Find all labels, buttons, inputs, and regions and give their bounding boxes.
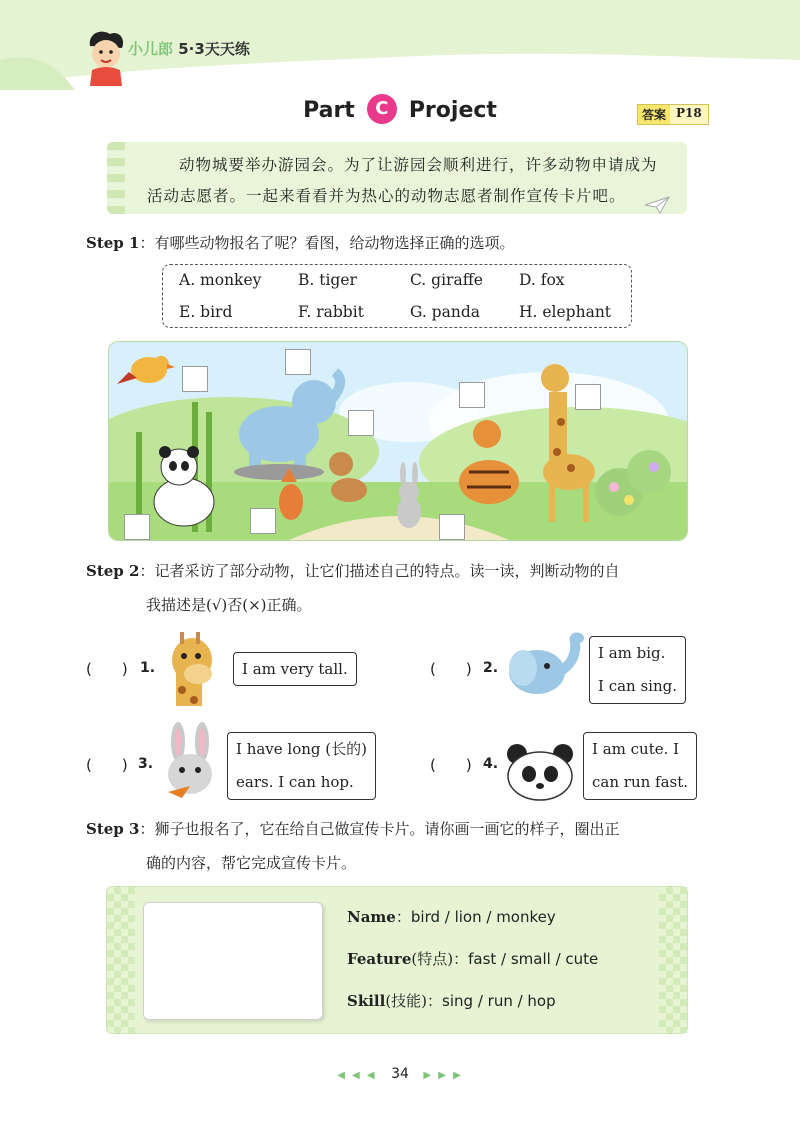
boy-mascot-icon [80,30,130,86]
option-d: D. fox [519,271,565,289]
title-part: Part [303,98,355,123]
brand-name [128,38,250,59]
right-arrows-icon: ▶ ▶ ▶ [423,1070,463,1081]
brand-logo-text: 小儿郎 [128,40,174,58]
answer-label: 答案 [638,105,670,124]
item-number-1: 1. [140,660,156,676]
answer-blank-3[interactable]: ( ) [86,756,128,774]
intro-box [107,142,687,214]
answer-reference-badge [637,104,709,125]
rabbit-head-icon [160,722,220,802]
bubble-3-line-2: ears. I can hop. [236,773,354,791]
option-e: E. bird [179,303,233,321]
drawing-area[interactable] [143,902,323,1020]
answer-page: P18 [670,105,708,124]
feature-label: Feature [347,950,412,968]
left-arrows-icon: ◀ ◀ ◀ [337,1070,377,1081]
intro-line-2: 活动志愿者。一起来看看并为热心的动物志愿者制作宣传卡片吧。 [147,187,626,205]
step2-instruction-line1 [86,560,619,581]
card-feature-row [347,948,598,969]
option-f: F. rabbit [298,303,364,321]
item-number-4: 4. [483,756,499,772]
bubble-4-line-1: I am cute. I [592,740,680,758]
bubble-2-line-2: I can sing. [598,677,677,695]
skill-choices[interactable]: sing / run / hop [442,992,556,1010]
giraffe-head-icon [162,630,220,706]
step3-instruction-line1 [86,818,619,839]
item-number-3: 3. [138,756,154,772]
answer-blank-2[interactable]: ( ) [430,660,472,678]
option-b: B. tiger [298,271,357,289]
name-choices[interactable]: bird / lion / monkey [410,908,556,926]
skill-label: Skill [347,992,386,1010]
scene-answer-box-rabbit[interactable] [439,514,465,540]
card-right-checker [659,887,687,1033]
scene-answer-box-panda[interactable] [124,514,150,540]
paper-plane-icon [644,196,670,214]
brand-series-text: 5·3天天练 [178,40,250,58]
bubble-1-line-1: I am very tall. [242,660,348,678]
option-list-box [162,264,632,328]
item-number-2: 2. [483,660,499,676]
step3-label: Step 3 [86,820,140,838]
page-number: 34 [391,1066,409,1082]
scene-answer-box-fox[interactable] [250,508,276,534]
feature-cn: (特点)： [411,950,469,968]
step1-text: ：有哪些动物报名了呢？看图，给动物选择正确的选项。 [139,234,515,252]
step1-instruction [86,232,514,253]
option-a: A. monkey [179,271,262,289]
zoo-scene-illustration [108,341,688,541]
option-g: G. panda [410,303,480,321]
scene-answer-box-tiger[interactable] [459,382,485,408]
speech-bubble-3 [227,732,376,800]
feature-choices[interactable]: fast / small / cute [468,950,599,968]
step2-instruction-line2: 我描述是(√)否(×)正确。 [146,596,312,614]
speech-bubble-2 [589,636,686,704]
scene-answer-box-bird[interactable] [182,366,208,392]
step3-instruction-line2: 确的内容，帮它完成宣传卡片。 [146,854,357,872]
title-project: Project [408,98,497,123]
step2-text-1: ：记者采访了部分动物，让它们描述自己的特点。读一读，判断动物的自 [139,562,620,580]
intro-line-1: 动物城要举办游园会。为了让游园会顺利进行，许多动物申请成为 [179,156,658,174]
name-label: Name [347,908,396,926]
bubble-3-line-1: I have long (长的) [236,740,367,758]
answer-blank-4[interactable]: ( ) [430,756,472,774]
option-h: H. elephant [519,303,612,321]
panda-head-icon [503,742,577,802]
speech-bubble-1 [233,652,357,686]
card-name-row [347,906,556,927]
intro-text [147,150,687,212]
speech-bubble-4 [583,732,697,800]
bubble-2-line-1: I am big. [598,644,666,662]
answer-blank-1[interactable]: ( ) [86,660,128,678]
step2-label: Step 2 [86,562,140,580]
intro-stripe [107,142,125,214]
scene-answer-box-giraffe[interactable] [575,384,601,410]
skill-cn: (技能)： [385,992,443,1010]
card-skill-row [347,990,556,1011]
step3-text-1: ：狮子也报名了，它在给自己做宣传卡片。请你画一画它的样子，圈出正 [139,820,620,838]
page-footer [0,1066,800,1082]
scene-answer-box-monkey[interactable] [348,410,374,436]
card-left-checker [107,887,135,1033]
scene-answer-box-elephant[interactable] [285,349,311,375]
step1-label: Step 1 [86,234,140,252]
elephant-head-icon [503,632,589,700]
bubble-4-line-2: can run fast. [592,773,689,791]
name-colon: ： [395,908,411,926]
title-letter-badge: C [367,94,397,124]
option-c: C. giraffe [410,271,483,289]
